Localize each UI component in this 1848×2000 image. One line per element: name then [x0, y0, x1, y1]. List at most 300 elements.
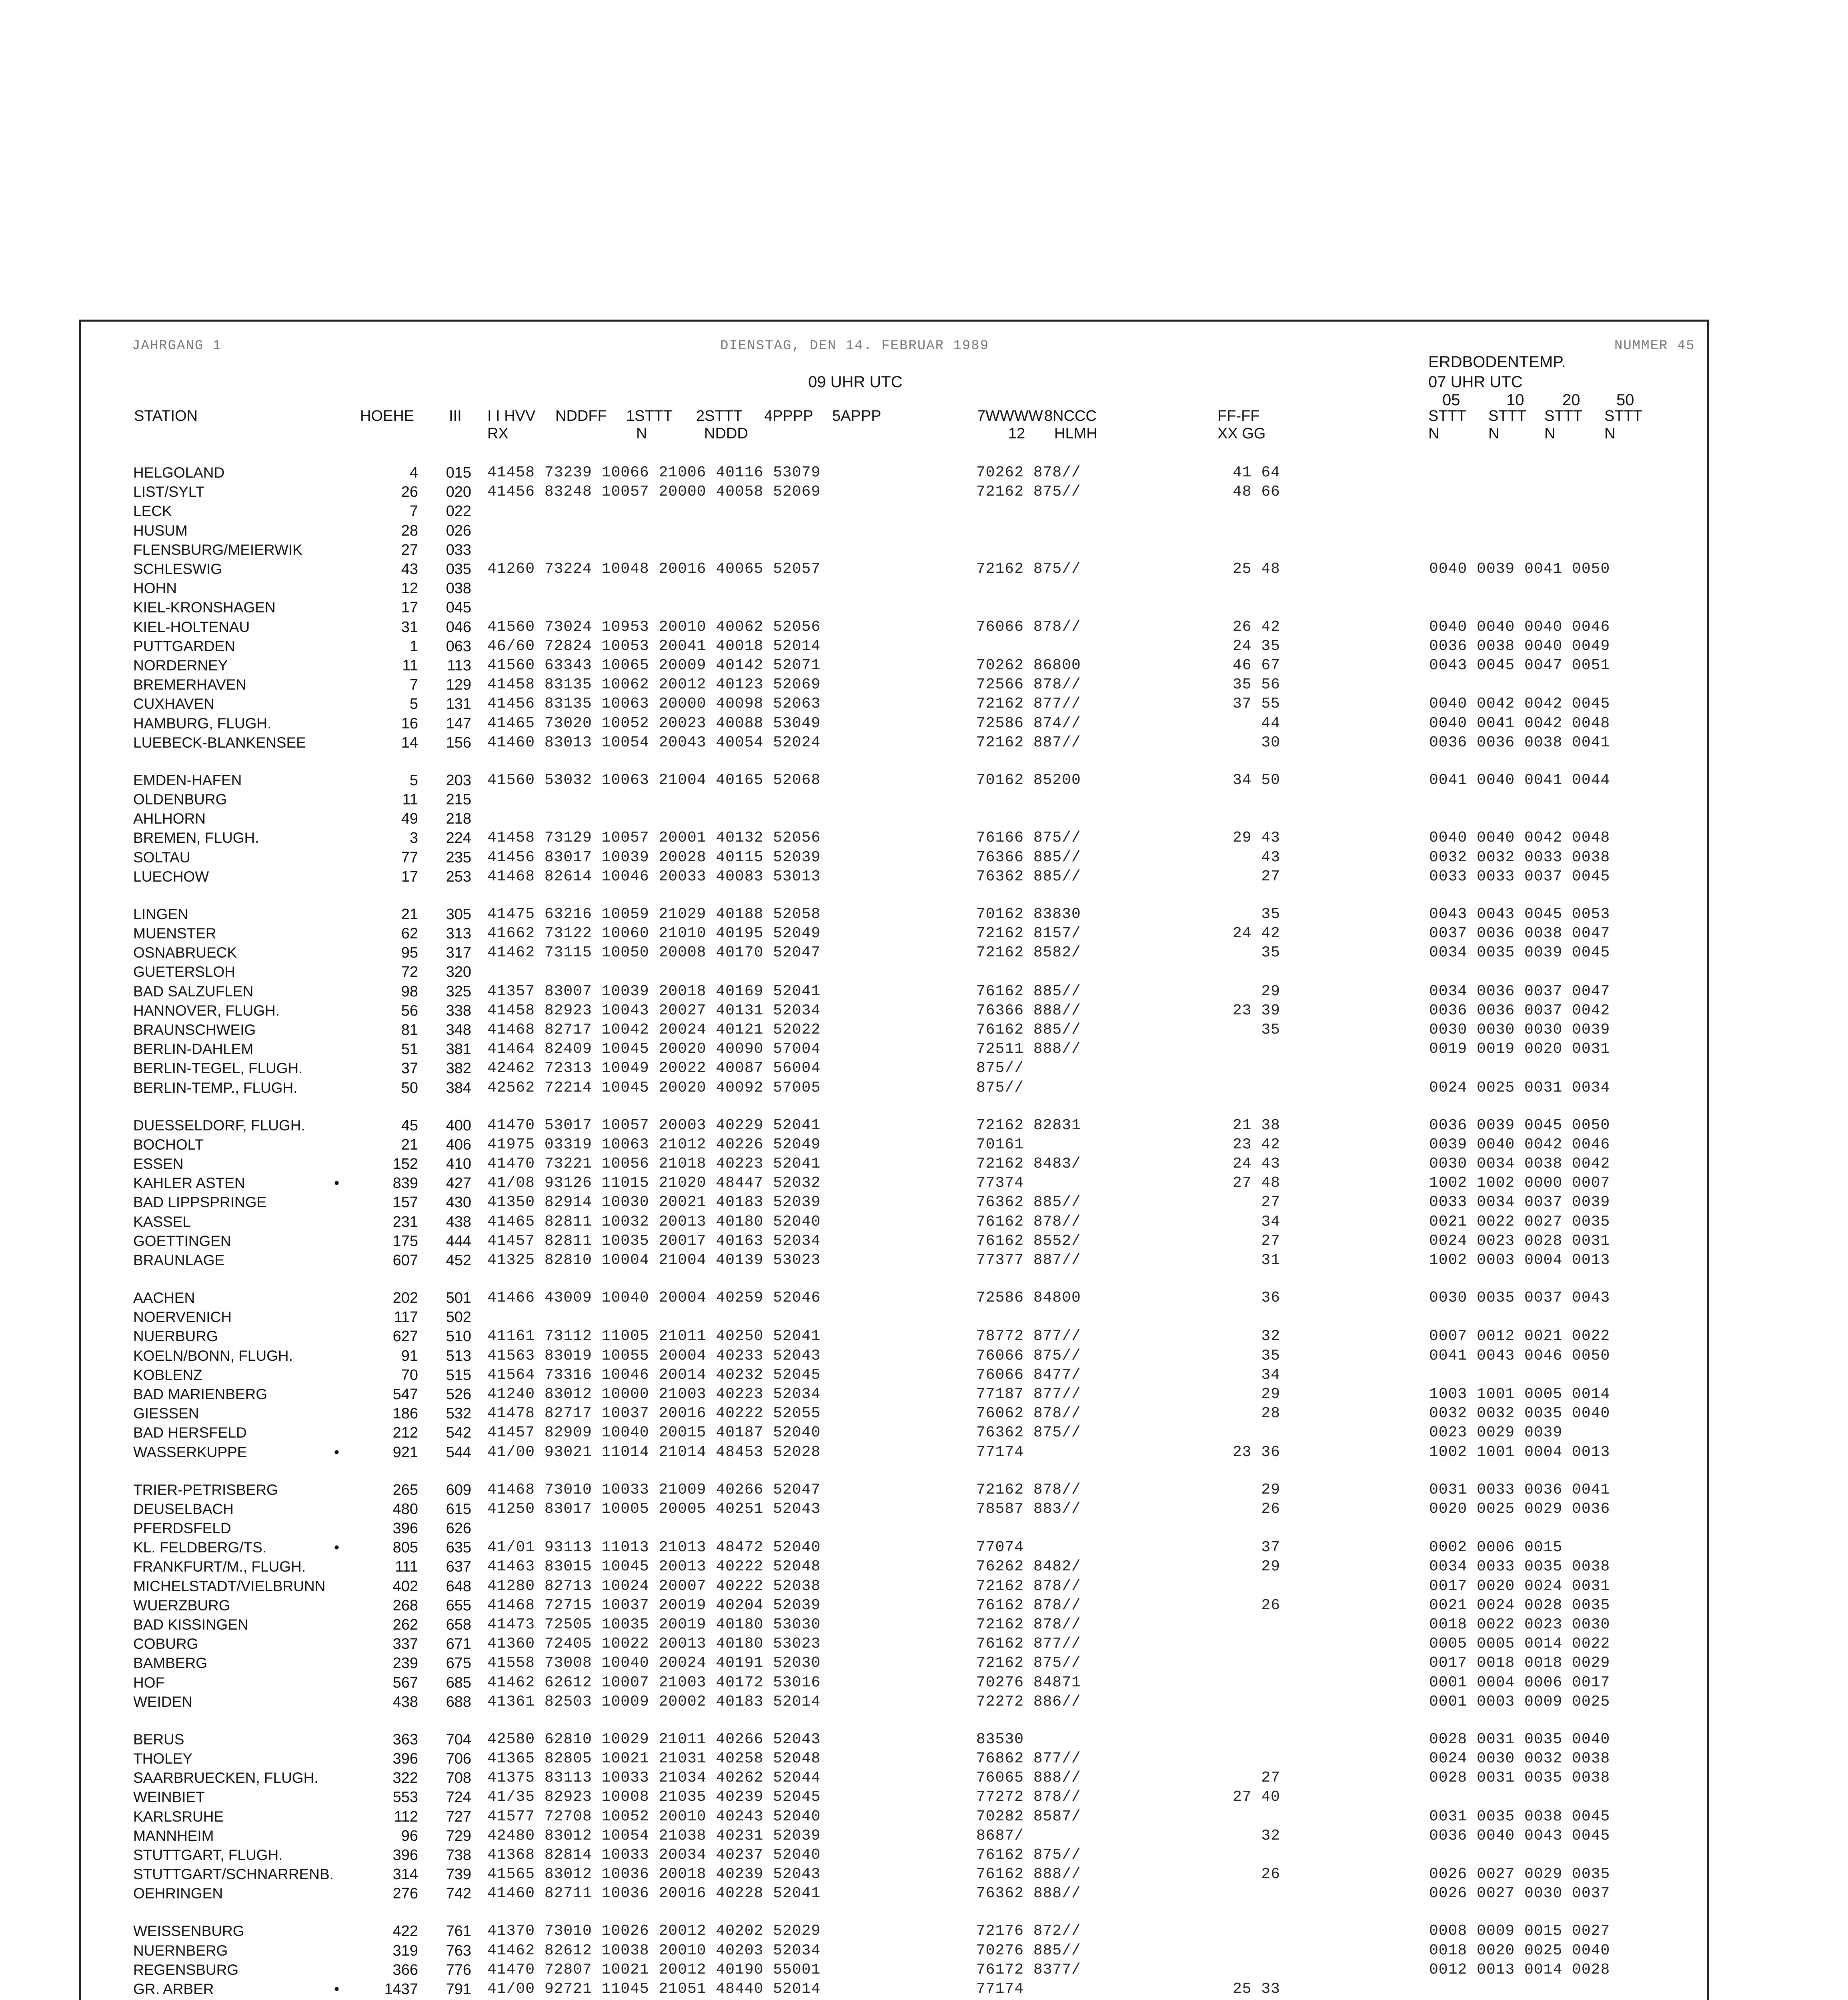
weather-cloud-groups: 72176 872//: [976, 1922, 1081, 1940]
station-id: 203: [446, 772, 471, 789]
soil-temperatures: 0024 0025 0031 0034: [1429, 1079, 1610, 1096]
table-row: [0, 1788, 1848, 1807]
station-height: 396: [392, 1520, 418, 1537]
col-5appp: 5APPP: [832, 408, 881, 424]
station-id: 791: [446, 1981, 471, 1998]
soil-temperatures: 0036 0036 0037 0042: [1429, 1002, 1610, 1019]
soil-temperatures: 0043 0043 0045 0053: [1429, 906, 1610, 923]
wind-gust: 41 64: [1232, 464, 1280, 481]
table-row: [0, 1538, 1848, 1557]
synop-groups: 41325 82810 10004 21004 40139 53023: [487, 1252, 821, 1269]
synop-groups: 41370 73010 10026 20012 40202 52029: [487, 1922, 821, 1940]
table-row: [0, 1884, 1848, 1903]
col-2sttt: 2STTT: [696, 408, 743, 424]
wind-gust: 34: [1261, 1366, 1280, 1384]
station-height: 45: [401, 1117, 418, 1134]
station-name: BRAUNSCHWEIG: [133, 1022, 256, 1038]
station-name: GR. ARBER: [133, 1981, 214, 1997]
station-height: 96: [401, 1828, 418, 1844]
weather-cloud-groups: 72162 877//: [976, 695, 1081, 712]
station-height: 839: [392, 1175, 418, 1192]
table-row: [0, 867, 1848, 886]
soil-temperatures: 0040 0040 0042 0048: [1429, 829, 1610, 846]
station-name: LECK: [133, 503, 172, 519]
station-name: SOLTAU: [133, 849, 190, 866]
soil-temperatures: 0028 0031 0035 0038: [1429, 1769, 1610, 1786]
station-id: 156: [446, 734, 471, 751]
table-row: [0, 1980, 1848, 1999]
soil-temperatures: 0040 0041 0042 0048: [1429, 715, 1610, 732]
station-id: 253: [446, 868, 471, 885]
table-row: [0, 1059, 1848, 1078]
soil-temperatures: 0040 0042 0042 0045: [1429, 695, 1610, 712]
table-row: [0, 1596, 1848, 1615]
weather-cloud-groups: 875//: [976, 1079, 1024, 1096]
station-name: REGENSBURG: [133, 1962, 239, 1978]
synop-groups: 41975 03319 10063 21012 40226 52049: [487, 1136, 821, 1153]
station-id: 626: [446, 1520, 471, 1537]
wind-gust: 46 67: [1232, 657, 1280, 674]
station-id: 685: [446, 1674, 471, 1691]
wind-gust: 26: [1261, 1597, 1280, 1614]
station-id: 688: [446, 1694, 471, 1710]
station-height: 49: [401, 810, 418, 827]
station-name: AHLHORN: [133, 810, 206, 827]
weather-cloud-groups: 76166 875//: [976, 829, 1081, 846]
weather-cloud-groups: 77187 877//: [976, 1386, 1081, 1403]
station-name: WASSERKUPPE: [133, 1444, 247, 1460]
station-height: 112: [394, 1808, 418, 1825]
synop-groups: 41462 82612 10038 20010 40203 52034: [487, 1942, 821, 1959]
station-id: 637: [446, 1558, 471, 1575]
soil-temperatures: 0030 0035 0037 0043: [1429, 1289, 1610, 1306]
wind-gust: 26: [1261, 1500, 1280, 1518]
station-id: 655: [446, 1597, 471, 1614]
synop-groups: 41465 73020 10052 20023 40088 53049: [487, 715, 821, 732]
soil-temperatures: 0034 0035 0039 0045: [1429, 944, 1610, 961]
table-row: [0, 1404, 1848, 1423]
station-id: 320: [446, 964, 471, 980]
soil-temperatures: 0001 0004 0006 0017: [1429, 1674, 1610, 1691]
weather-cloud-groups: 76062 878//: [976, 1405, 1081, 1422]
station-name: LIST/SYLT: [133, 484, 205, 500]
station-id: 502: [446, 1309, 471, 1326]
col-n-20: N: [1544, 425, 1556, 442]
station-name: PFERDSFELD: [133, 1520, 231, 1536]
station-name: BAD MARIENBERG: [133, 1386, 268, 1402]
station-height: 265: [392, 1482, 418, 1498]
synop-groups: 46/60 72824 10053 20041 40018 52014: [487, 638, 821, 655]
station-height: 27: [401, 542, 418, 558]
table-row: [0, 598, 1848, 617]
soil-temperatures: 0012 0013 0014 0028: [1429, 1961, 1610, 1978]
soil-temperatures: 0034 0036 0037 0047: [1429, 983, 1610, 1000]
col-7wwww: 7WWWW: [977, 408, 1043, 424]
station-name: STUTTGART/SCHNARRENB.: [133, 1866, 334, 1882]
wind-gust: 26: [1261, 1866, 1280, 1883]
station-id: 510: [446, 1328, 471, 1345]
soil-temperatures: 0026 0027 0030 0037: [1429, 1885, 1610, 1902]
station-height: 56: [401, 1002, 418, 1019]
soil-temperatures: 0030 0030 0030 0039: [1429, 1021, 1610, 1038]
table-row: [0, 1020, 1848, 1040]
wind-gust: 29: [1261, 983, 1280, 1000]
table-row: [0, 1366, 1848, 1385]
station-id: 658: [446, 1616, 471, 1633]
col-4pppp: 4PPPP: [764, 408, 813, 424]
table-row: [0, 962, 1848, 982]
station-id: 704: [446, 1731, 471, 1748]
soil-temperatures: 0005 0005 0014 0022: [1429, 1635, 1610, 1652]
station-id: 763: [446, 1942, 471, 1959]
station-name: HELGOLAND: [133, 464, 225, 481]
station-height: 12: [401, 580, 418, 597]
station-height: 396: [392, 1847, 418, 1864]
station-height: 21: [401, 1136, 418, 1153]
soil-temperatures: 0018 0020 0025 0040: [1429, 1942, 1610, 1959]
station-id: 742: [446, 1885, 471, 1902]
station-height: 7: [409, 503, 418, 520]
table-row: [0, 1078, 1848, 1098]
station-name: KASSEL: [133, 1214, 191, 1230]
weather-cloud-groups: 76366 888//: [976, 1002, 1081, 1019]
synop-groups: 41456 83135 10063 20000 40098 52063: [487, 695, 821, 712]
station-id: 761: [446, 1923, 471, 1940]
wind-gust: 35 56: [1232, 676, 1280, 693]
table-row: [0, 771, 1848, 790]
station-height: 91: [401, 1348, 418, 1364]
station-id: 381: [446, 1041, 471, 1058]
station-id: 348: [446, 1022, 471, 1038]
wind-gust: 24 43: [1232, 1155, 1280, 1172]
station-id: 317: [446, 944, 471, 961]
wind-gust: 29: [1261, 1386, 1280, 1403]
wind-gust: 27: [1261, 1232, 1280, 1250]
synop-groups: 42562 72214 10045 20020 40092 57005: [487, 1079, 821, 1096]
synop-groups: 42462 72313 10049 20022 40087 56004: [487, 1060, 821, 1077]
soil-temperatures: 0024 0030 0032 0038: [1429, 1750, 1610, 1767]
col-12: 12: [1008, 425, 1025, 442]
station-height: 231: [392, 1214, 418, 1230]
synop-groups: 41360 72405 10022 20013 40180 53023: [487, 1635, 821, 1652]
station-height: 805: [392, 1539, 418, 1556]
station-height: 17: [401, 868, 418, 885]
soil-temp-time: 07 UHR UTC: [1428, 373, 1523, 391]
wind-gust: 30: [1261, 734, 1280, 751]
station-id: 526: [446, 1386, 471, 1403]
table-row: [0, 1960, 1848, 1980]
synop-groups: 41456 83017 10039 20028 40115 52039: [487, 849, 821, 866]
station-name: LUECHOW: [133, 868, 209, 885]
station-id: 609: [446, 1482, 471, 1498]
station-height: 627: [392, 1328, 418, 1345]
soil-temperatures: 0041 0040 0041 0044: [1429, 772, 1610, 789]
synop-groups: 41468 82717 10042 20024 40121 52022: [487, 1021, 821, 1038]
station-id: 382: [446, 1060, 471, 1077]
station-id: 035: [446, 561, 471, 578]
synop-groups: 41/01 93113 11013 21013 48472 52040: [487, 1539, 821, 1556]
synop-groups: 41280 82713 10024 20007 40222 52038: [487, 1578, 821, 1595]
wind-gust: 29: [1261, 1481, 1280, 1498]
weather-cloud-groups: 77272 878//: [976, 1788, 1081, 1806]
station-id: 513: [446, 1348, 471, 1364]
synop-groups: 41470 73221 10056 21018 40223 52041: [487, 1155, 821, 1172]
table-row: [0, 1615, 1848, 1634]
station-id: 708: [446, 1770, 471, 1786]
station-id: 218: [446, 810, 471, 827]
station-name: BERUS: [133, 1731, 184, 1748]
weather-cloud-groups: 77174: [976, 1980, 1024, 1998]
station-id: 020: [446, 484, 471, 500]
synop-groups: 41462 62612 10007 21003 40172 53016: [487, 1674, 821, 1691]
station-name: LINGEN: [133, 906, 188, 922]
station-height: 202: [392, 1290, 418, 1306]
synop-groups: 41473 72505 10035 20019 40180 53030: [487, 1616, 821, 1633]
soil-temperatures: 0018 0022 0023 0030: [1429, 1616, 1610, 1633]
weather-cloud-groups: 72162 82831: [976, 1117, 1081, 1134]
synop-groups: 41577 72708 10052 20010 40243 52040: [487, 1808, 821, 1825]
station-name: BOCHOLT: [133, 1136, 204, 1153]
station-id: 738: [446, 1847, 471, 1864]
synop-groups: 41465 82811 10032 20013 40180 52040: [487, 1213, 821, 1230]
station-height: 152: [392, 1156, 418, 1172]
station-name: HANNOVER, FLUGH.: [133, 1002, 280, 1019]
station-name: NORDERNEY: [133, 657, 228, 674]
table-row: [0, 1443, 1848, 1462]
station-name: HOHN: [133, 580, 177, 596]
station-name: FRANKFURT/M., FLUGH.: [133, 1558, 306, 1575]
synop-groups: 41662 73122 10060 21010 40195 52049: [487, 925, 821, 942]
station-id: 729: [446, 1828, 471, 1844]
table-row: [0, 560, 1848, 579]
station-id: 739: [446, 1866, 471, 1883]
wind-gust: 23 36: [1232, 1444, 1280, 1461]
station-height: 43: [401, 561, 418, 578]
table-row: [0, 482, 1848, 502]
wind-gust: 35: [1261, 944, 1280, 961]
weather-cloud-groups: 76162 888//: [976, 1866, 1081, 1883]
station-name: AACHEN: [133, 1290, 195, 1306]
weather-cloud-groups: 72586 84800: [976, 1289, 1081, 1306]
wind-gust: 32: [1261, 1328, 1280, 1345]
col-sttt-20: STTT: [1544, 408, 1582, 424]
wind-gust: 35: [1261, 906, 1280, 923]
col-rx: RX: [487, 425, 509, 442]
station-height: 70: [401, 1367, 418, 1384]
soil-temperatures: 0031 0033 0036 0041: [1429, 1481, 1610, 1498]
station-height: 17: [401, 599, 418, 616]
station-id: 615: [446, 1501, 471, 1518]
weather-cloud-groups: 77374: [976, 1174, 1024, 1192]
station-height: 117: [394, 1309, 418, 1326]
soil-temperatures: 1002 1001 0004 0013: [1429, 1444, 1610, 1461]
weather-cloud-groups: 77174: [976, 1444, 1024, 1461]
wind-gust: 31: [1261, 1252, 1280, 1269]
synop-groups: 41457 82909 10040 20015 40187 52040: [487, 1424, 821, 1441]
soil-temperatures: 0032 0032 0035 0040: [1429, 1405, 1610, 1422]
table-row: [0, 1232, 1848, 1251]
weather-cloud-groups: 77074: [976, 1539, 1024, 1556]
station-height: 77: [401, 849, 418, 866]
station-id: 026: [446, 522, 471, 539]
station-height: 98: [401, 983, 418, 1000]
col-1sttt: 1STTT: [626, 408, 673, 424]
weather-cloud-groups: 70282 8587/: [976, 1808, 1081, 1825]
soil-temperatures: 0039 0040 0042 0046: [1429, 1136, 1610, 1153]
station-name: OSNABRUECK: [133, 944, 237, 961]
soil-temperatures: 0002 0006 0015: [1429, 1539, 1563, 1556]
station-id: 724: [446, 1789, 471, 1806]
station-id: 438: [446, 1214, 471, 1230]
synop-groups: 41458 82923 10043 20027 40131 52034: [487, 1002, 821, 1019]
station-name: MICHELSTADT/VIELBRUNN: [133, 1578, 326, 1594]
soil-temperatures: 0032 0032 0033 0038: [1429, 849, 1610, 866]
table-row: [0, 1212, 1848, 1232]
synop-groups: 41457 82811 10035 20017 40163 52034: [487, 1232, 821, 1250]
table-row: [0, 1251, 1848, 1270]
weather-cloud-groups: 72162 878//: [976, 1616, 1081, 1633]
col-sttt-50: STTT: [1604, 408, 1642, 424]
table-row: [0, 714, 1848, 733]
station-height: 1: [409, 638, 418, 655]
synop-groups: 41478 82717 10037 20016 40222 52055: [487, 1405, 821, 1422]
weather-cloud-groups: 72162 8157/: [976, 925, 1081, 942]
soil-depth-20: 20: [1562, 391, 1580, 409]
table-row: [0, 1519, 1848, 1538]
weather-cloud-groups: 78587 883//: [976, 1500, 1081, 1518]
synop-groups: 41361 82503 10009 20002 40183 52014: [487, 1693, 821, 1710]
wind-gust: 28: [1261, 1405, 1280, 1422]
station-name: EMDEN-HAFEN: [133, 772, 242, 788]
station-id: 501: [446, 1290, 471, 1306]
col-ffff: FF-FF: [1217, 408, 1260, 424]
col-n-05: N: [1428, 425, 1440, 442]
table-row: [0, 1001, 1848, 1020]
synop-groups: 42480 83012 10054 21038 40231 52039: [487, 1827, 821, 1844]
weather-cloud-groups: 76162 885//: [976, 983, 1081, 1000]
station-id: 384: [446, 1080, 471, 1096]
station-id: 015: [446, 464, 471, 481]
weather-cloud-groups: 72272 886//: [976, 1693, 1081, 1710]
synop-groups: 41/08 93126 11015 21020 48447 52032: [487, 1174, 821, 1192]
station-height: 396: [392, 1750, 418, 1767]
station-height: 95: [401, 944, 418, 961]
station-name: OLDENBURG: [133, 791, 227, 808]
synop-groups: 41240 83012 10000 21003 40223 52034: [487, 1386, 821, 1403]
synop-groups: 41565 83012 10036 20018 40239 52043: [487, 1866, 821, 1883]
wind-gust: 21 38: [1232, 1117, 1280, 1134]
table-row: [0, 1040, 1848, 1059]
synop-groups: 41/35 82923 10008 21035 40239 52045: [487, 1788, 821, 1806]
station-name: HOF: [133, 1674, 165, 1691]
table-row: [0, 463, 1848, 482]
station-height: 438: [392, 1694, 418, 1710]
station-height: 567: [392, 1674, 418, 1691]
table-row: [0, 1577, 1848, 1596]
synop-groups: 41464 82409 10045 20020 40090 57004: [487, 1040, 821, 1058]
synop-groups: 41560 73024 10953 20010 40062 52056: [487, 618, 821, 636]
synop-groups: 41161 73112 11005 21011 40250 52041: [487, 1328, 821, 1345]
station-height: 62: [401, 925, 418, 942]
station-name: BREMEN, FLUGH.: [133, 830, 259, 846]
station-name: KOBLENZ: [133, 1367, 202, 1383]
synop-groups: 41368 82814 10033 20034 40237 52040: [487, 1846, 821, 1864]
weather-cloud-groups: 76162 878//: [976, 1597, 1081, 1614]
station-height: 480: [392, 1501, 418, 1518]
station-height: 4: [409, 464, 418, 481]
station-name: COBURG: [133, 1636, 198, 1652]
soil-temperatures: 0037 0036 0038 0047: [1429, 925, 1610, 942]
weather-cloud-groups: 70276 885//: [976, 1942, 1081, 1959]
station-height: 1437: [384, 1981, 418, 1998]
station-height: 322: [392, 1770, 418, 1786]
wind-gust: 25 33: [1232, 1980, 1280, 1998]
station-name: BAD HERSFELD: [133, 1424, 247, 1441]
wind-gust: 48 66: [1232, 483, 1280, 500]
station-name: FLENSBURG/MEIERWIK: [133, 542, 302, 558]
table-row: [0, 694, 1848, 714]
soil-temperatures: 0043 0045 0047 0051: [1429, 657, 1610, 674]
weather-cloud-groups: 72162 875//: [976, 1654, 1081, 1672]
table-row: [0, 1308, 1848, 1327]
station-name: THOLEY: [133, 1750, 193, 1767]
wind-gust: 24 35: [1232, 638, 1280, 655]
table-row: [0, 1385, 1848, 1404]
soil-temperatures: 0001 0003 0009 0025: [1429, 1693, 1610, 1710]
synop-groups: 42580 62810 10029 21011 40266 52043: [487, 1731, 821, 1748]
station-id: 046: [446, 619, 471, 636]
weather-cloud-groups: 8687/: [976, 1827, 1024, 1844]
station-name: DUESSELDORF, FLUGH.: [133, 1117, 305, 1134]
station-name: LUEBECK-BLANKENSEE: [133, 734, 306, 751]
weather-cloud-groups: 875//: [976, 1060, 1024, 1077]
station-name: GUETERSLOH: [133, 964, 235, 980]
station-id: 113: [447, 657, 471, 674]
table-row: [0, 1730, 1848, 1749]
col-xxgg: XX GG: [1217, 425, 1266, 442]
table-row: [0, 809, 1848, 828]
table-row: [0, 502, 1848, 521]
station-id: 038: [446, 580, 471, 597]
soil-temperatures: 0007 0012 0021 0022: [1429, 1328, 1610, 1345]
station-id: 532: [446, 1405, 471, 1422]
station-name: NOERVENICH: [133, 1309, 232, 1325]
synop-groups: 41563 83019 10055 20004 40233 52043: [487, 1347, 821, 1364]
station-name: BAD KISSINGEN: [133, 1616, 248, 1633]
table-row: [0, 1480, 1848, 1500]
station-height: 31: [401, 619, 418, 636]
soil-temperatures: 0031 0035 0038 0045: [1429, 1808, 1610, 1825]
station-height: 11: [402, 657, 418, 674]
weather-cloud-groups: 83530: [976, 1731, 1024, 1748]
station-height: 186: [392, 1405, 418, 1422]
observation-time: 09 UHR UTC: [808, 373, 903, 391]
station-height: 239: [392, 1655, 418, 1672]
station-name: BRAUNLAGE: [133, 1252, 225, 1268]
station-id: 045: [446, 599, 471, 616]
wind-gust: 24 42: [1232, 925, 1280, 942]
soil-temperatures: 0033 0033 0037 0045: [1429, 868, 1610, 885]
weather-cloud-groups: 76162 8552/: [976, 1232, 1081, 1250]
station-name: KIEL-KRONSHAGEN: [133, 599, 276, 616]
station-name: NUERBURG: [133, 1328, 218, 1344]
table-row: [0, 618, 1848, 637]
weather-cloud-groups: 70262 878//: [976, 464, 1081, 481]
synop-groups: 41560 63343 10065 20009 40142 52071: [487, 657, 821, 674]
station-height: 3: [409, 830, 418, 846]
soil-temperatures: 1003 1001 0005 0014: [1429, 1386, 1610, 1403]
soil-temperatures: 0021 0024 0028 0035: [1429, 1597, 1610, 1614]
